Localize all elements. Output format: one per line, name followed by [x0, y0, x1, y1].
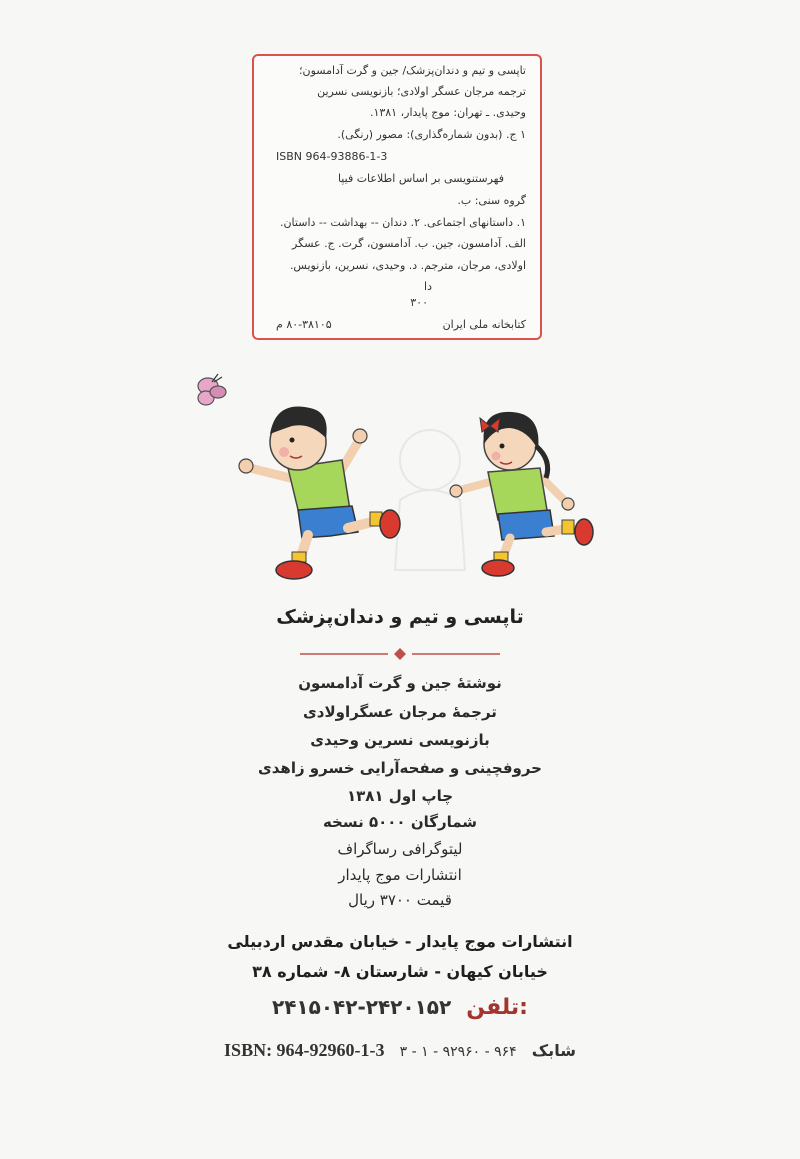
lithography-credit: لیتوگرافی رساگراف	[337, 840, 463, 858]
butterfly-icon	[198, 374, 226, 405]
children-running-illustration	[180, 360, 620, 600]
typesetting-credit: حروفچینی و صفحه‌آرایی خسرو زاهدی	[258, 759, 542, 777]
cip-line: تاپسی و تیم و دندان‌پزشک/ جین و گرت آدامسون؛	[299, 64, 526, 77]
translator-credit: ترجمهٔ مرجان عسگراولادی	[303, 703, 497, 721]
cip-classification: ۳۰۰	[410, 296, 428, 309]
girl-figure	[450, 412, 593, 576]
cip-line: ترجمه مرجان عسگر اولادی؛ بازنویسی نسرین	[317, 85, 526, 98]
book-title: تاپسی و تیم و دندان‌پزشک	[276, 606, 524, 628]
cip-classification: دا	[424, 280, 432, 293]
rewriter-credit: بازنویسی نسرین وحیدی	[310, 731, 490, 749]
ornament-divider	[300, 644, 500, 664]
edition-info: چاپ اول ۱۳۸۱	[346, 787, 454, 805]
phone-line	[0, 995, 800, 1020]
isbn-line	[0, 1040, 800, 1061]
publisher-address-line1: انتشارات موج پایدار - خیابان مقدس اردبیلی	[227, 932, 573, 951]
publisher-name: انتشارات موج پایدار	[338, 866, 462, 884]
cip-line: اولادی، مرجان، مترجم. د. وحیدی، نسرین، بازنویس.	[289, 259, 526, 272]
phone-numbers: ۲۴۱۵۰۴۲-۲۴۲۰۱۵۲	[272, 995, 452, 1019]
cip-number: ۸۰-۳۸۱۰۵ م	[276, 318, 332, 331]
cip-line: وحیدی. ـ تهران: موج پایدار، ۱۳۸۱.	[369, 106, 526, 119]
cip-line: ۱. داستانهای اجتماعی. ۲. دندان -- بهداشت -- داستان.	[279, 216, 526, 229]
print-run: شمارگان ۵۰۰۰ نسخه	[322, 813, 478, 831]
cip-line: فهرستنویسی بر اساس اطلاعات فیپا	[337, 172, 504, 185]
phone-label: تلفن:	[466, 995, 528, 1020]
shabak-number: ۳ - ۱ - ۹۲۹۶۰ - ۹۶۴	[399, 1044, 517, 1060]
cip-line: گروه سنی: ب.	[457, 194, 526, 207]
boy-figure	[239, 406, 400, 579]
cip-line: الف. آدامسون، جین. ب. آدامسون، گرت. ج. عسگر	[292, 237, 526, 250]
cip-isbn: ISBN 964-93886-1-3	[276, 150, 388, 163]
faded-background-figures	[395, 430, 465, 570]
shabak-label: شابک	[531, 1041, 576, 1060]
publisher-address-line2: خیابان کیهان - شارستان ۸- شماره ۳۸	[252, 962, 548, 981]
price-info: قیمت ۳۷۰۰ ریال	[348, 891, 452, 909]
cip-line: ۱ ج. (بدون شماره‌گذاری): مصور (رنگی).	[337, 128, 526, 141]
diamond-icon	[394, 648, 406, 660]
author-credit: نوشتهٔ جین و گرت آدامسون	[298, 674, 502, 692]
isbn-latin: ISBN: 964-92960-1-3	[224, 1040, 385, 1060]
cataloging-box	[252, 54, 542, 340]
cip-library: کتابخانه ملی ایران	[442, 318, 526, 331]
